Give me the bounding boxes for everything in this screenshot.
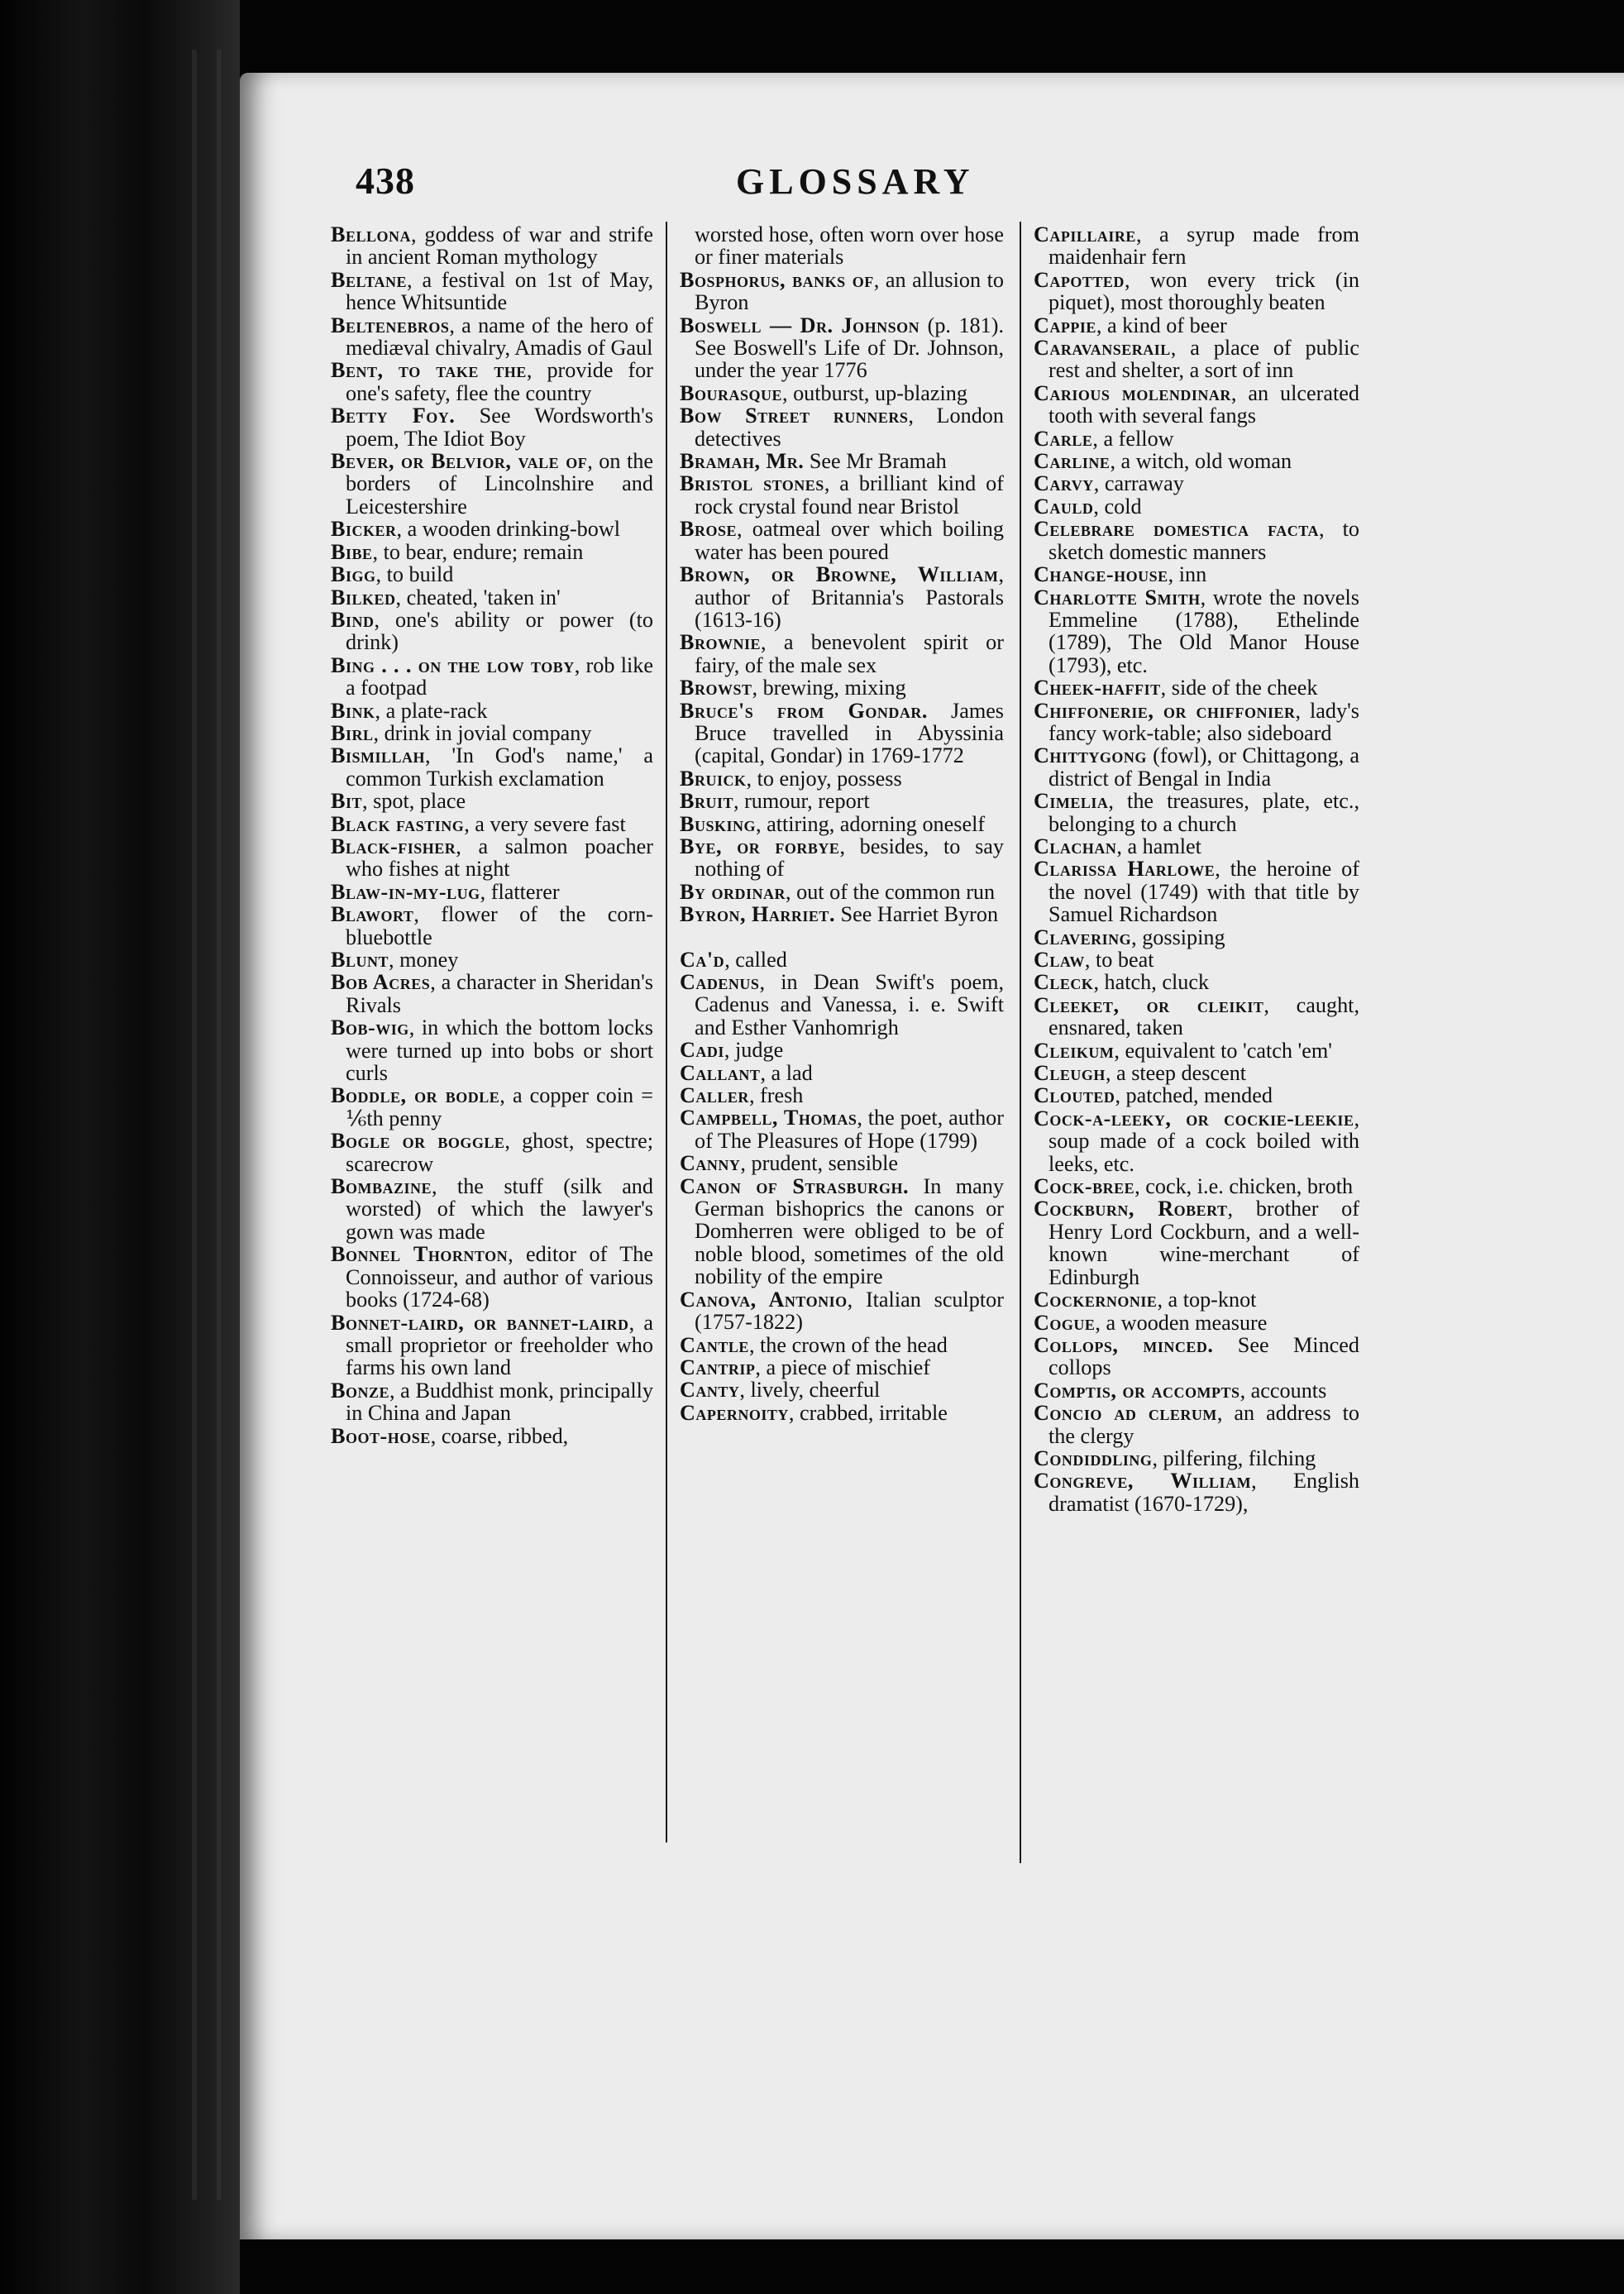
entry-definition: , to enjoy, possess: [746, 766, 902, 791]
entry-headword: Bob-wig: [331, 1016, 409, 1040]
entry-headword: Bye, or forbye: [680, 834, 840, 858]
glossary-entry: [1034, 676, 1359, 699]
glossary-entry: [1034, 994, 1359, 1039]
entry-definition: , attiring, adorning oneself: [755, 811, 986, 836]
entry-headword: Cheek-haffit: [1034, 676, 1161, 700]
entry-definition: , a top-knot: [1157, 1288, 1257, 1312]
entry-definition: , called: [724, 947, 787, 972]
entry-headword: Bellona: [331, 222, 411, 246]
entry-definition: , on the borders of Lincolnshire and Leicestershire: [346, 449, 653, 519]
glossary-entry: [1034, 518, 1359, 563]
entry-headword: Bruce's from Gondar.: [680, 698, 928, 723]
entry-headword: Bismillah: [331, 743, 425, 768]
entry-definition: (p. 181). See Boswell's Life of Dr. Johnson, under the year 1776: [695, 313, 1004, 383]
glossary-entry: [680, 700, 1004, 767]
glossary-entry: [331, 949, 653, 971]
glossary-entry: [1034, 337, 1359, 382]
entry-definition: , an ulcerated tooth with several fangs: [1048, 380, 1360, 428]
glossary-entry: [331, 1016, 653, 1084]
glossary-entry: [1034, 790, 1359, 835]
entry-definition: , to beat: [1084, 948, 1154, 972]
entry-headword: Black fasting: [331, 811, 465, 836]
entry-headword: Clarissa Harlowe: [1034, 857, 1216, 882]
glossary-entry: [331, 586, 653, 609]
entry-headword: Cleugh: [1034, 1061, 1106, 1086]
entry-definition: , prudent, sensible: [740, 1151, 898, 1176]
glossary-entry: [331, 700, 653, 722]
glossary-entry: [680, 518, 1004, 563]
entry-headword: Blaw-in-my-lug: [331, 879, 480, 904]
entry-definition: , a copper coin = ⅙th penny: [346, 1083, 654, 1130]
glossary-entry: [680, 676, 1004, 699]
entry-definition: , lady's fancy work-table; also sideboard: [1048, 698, 1360, 745]
glossary-entry: [1034, 1197, 1359, 1288]
entry-definition: , to bear, endure; remain: [372, 539, 584, 564]
entry-definition: , in which the bottom locks were turned up into bobs or short curls: [346, 1016, 653, 1086]
glossary-entry: [331, 563, 653, 585]
entry-headword: Cantle: [680, 1332, 749, 1357]
entry-headword: Black-fisher: [331, 834, 456, 858]
glossary-entry: [331, 654, 653, 700]
glossary-entry: [1034, 1084, 1359, 1106]
entry-headword: Bit: [331, 789, 362, 814]
entry-definition: See Mr Bramah: [804, 449, 947, 474]
entry-definition: , pilfering, filching: [1152, 1446, 1316, 1470]
glossary-entry: [1034, 1288, 1359, 1311]
entry-headword: Bever, or Belvior, vale of: [331, 449, 588, 474]
glossary-entry: [680, 1288, 1004, 1334]
running-title: GLOSSARY: [736, 161, 975, 202]
entry-headword: Brownie: [680, 630, 761, 655]
entry-headword: Bent, to take the: [331, 358, 527, 383]
entry-headword: Carious molendinar: [1034, 380, 1231, 405]
entry-definition: , won every trick (in piquet), most thoroughly beaten: [1048, 267, 1359, 315]
glossary-entry: [331, 744, 653, 790]
entry-headword: Bow Street runners: [680, 404, 909, 428]
glossary-entry: [1034, 1402, 1359, 1447]
glossary-entry: [680, 949, 1004, 971]
glossary-entry: [1034, 586, 1359, 677]
entry-definition: See Wordsworth's poem, The Idiot Boy: [346, 404, 654, 451]
entry-definition: , a plate-rack: [375, 698, 488, 723]
entry-headword: Bibe: [331, 539, 373, 564]
entry-definition: worsted hose, often worn over hose or finer materials: [695, 222, 1004, 270]
entry-headword: Capillaire: [1034, 222, 1136, 246]
entry-definition: , accounts: [1239, 1378, 1327, 1403]
glossary-entry: [680, 631, 1004, 676]
glossary-entry: [1034, 700, 1359, 745]
entry-headword: Bonze: [331, 1378, 389, 1403]
glossary-entry: [331, 223, 653, 269]
entry-definition: , a piece of mischief: [755, 1355, 931, 1379]
entry-definition: , drink in jovial company: [373, 720, 592, 745]
entry-definition: , wrote the novels Emmeline (1788), Ethelinde (1789), The Old Manor House (1793), etc.: [1048, 585, 1359, 677]
entry-headword: Chiffonerie, or chiffonier: [1034, 698, 1296, 723]
spine-streak: [192, 50, 197, 2200]
entry-headword: Blunt: [331, 948, 389, 972]
entry-headword: Callant: [680, 1060, 761, 1085]
entry-headword: Comptis, or accompts: [1034, 1378, 1240, 1403]
entry-definition: , gossiping: [1131, 925, 1225, 949]
glossary-entry: [1034, 971, 1359, 993]
glossary-entry: [331, 813, 653, 835]
column-rule: [666, 222, 667, 1842]
glossary-entry: [1034, 744, 1359, 790]
entry-headword: Bind: [331, 607, 375, 632]
glossary-entry: [680, 903, 1004, 925]
entry-definition: , inn: [1168, 562, 1207, 587]
glossary-entry: [680, 790, 1004, 812]
glossary-entry: [1034, 223, 1359, 269]
entry-headword: Bonnel Thornton: [331, 1242, 509, 1267]
glossary-entry: [680, 1039, 1004, 1061]
glossary-entry: [1034, 926, 1359, 949]
glossary-entry: [1034, 1379, 1359, 1402]
entry-definition: , a wooden drinking-bowl: [396, 517, 621, 542]
glossary-entry: [680, 1334, 1004, 1356]
entry-definition: , a character in Sheridan's Rivals: [346, 970, 653, 1017]
glossary-column-2: [680, 223, 1004, 1424]
entry-headword: Caravanserail: [1034, 336, 1171, 361]
entry-headword: Bicker: [331, 517, 397, 542]
entry-headword: Campbell, Thomas: [680, 1106, 857, 1130]
entry-headword: Bogle or boggle: [331, 1129, 505, 1154]
glossary-entry: [1034, 472, 1359, 495]
glossary-entry: [331, 609, 653, 654]
entry-headword: Cock-bree: [1034, 1174, 1135, 1199]
entry-headword: Cogue: [1034, 1310, 1096, 1335]
glossary-entry: [1034, 1062, 1359, 1084]
entry-headword: Bramah, Mr.: [680, 449, 805, 474]
glossary-entry: [1034, 1039, 1359, 1062]
glossary-entry: [331, 903, 653, 949]
entry-definition: , outburst, up-blazing: [781, 380, 967, 405]
entry-headword: Clouted: [1034, 1083, 1115, 1108]
entry-headword: Change-house: [1034, 562, 1168, 587]
entry-headword: Cleeket, or cleikit: [1034, 992, 1264, 1017]
glossary-entry: [1034, 495, 1359, 518]
glossary-entry: [331, 881, 653, 903]
entry-headword: Brose: [680, 517, 737, 542]
entry-headword: Cimelia: [1034, 789, 1109, 814]
glossary-entry: [680, 472, 1004, 518]
entry-definition: , a salmon poacher who fishes at night: [346, 834, 653, 882]
entry-headword: Chittygong: [1034, 743, 1147, 768]
glossary-entry: [1034, 382, 1359, 428]
glossary-entry: [1034, 835, 1359, 858]
glossary-column-1: [331, 223, 653, 1447]
entry-definition: , a festival on 1st of May, hence Whitsuntide: [346, 267, 653, 315]
entry-definition: , besides, to say nothing of: [695, 834, 1005, 882]
entry-definition: , a place of public rest and shelter, a sort of inn: [1048, 336, 1359, 383]
entry-headword: Cleikum: [1034, 1038, 1115, 1063]
entry-definition: , a brilliant kind of rock crystal found near Bristol: [695, 471, 1004, 519]
entry-definition: , Italian sculptor (1757-1822): [695, 1287, 1004, 1335]
entry-definition: , a name of the hero of mediæval chivalry, Amadis of Gaul: [346, 313, 653, 361]
entry-definition: , goddess of war and strife in ancient Roman mythology: [346, 222, 653, 270]
glossary-entry: [1034, 1470, 1359, 1515]
entry-headword: Carline: [1034, 449, 1111, 474]
entry-headword: Birl: [331, 720, 374, 745]
book-spine: [0, 0, 240, 2294]
entry-headword: Cappie: [1034, 313, 1096, 337]
entry-definition: , spot, place: [361, 789, 466, 814]
entry-definition: , crabbed, irritable: [788, 1400, 948, 1425]
entry-definition: , English dramatist (1670-1729),: [1048, 1469, 1359, 1516]
glossary-entry: [680, 971, 1004, 1039]
entry-definition: , a fellow: [1092, 426, 1174, 451]
entry-headword: Brown, or Browne, William: [680, 562, 999, 587]
entry-definition: , a small proprietor or freeholder who farms his own land: [346, 1310, 654, 1380]
entry-definition: , out of the common run: [786, 879, 996, 904]
entry-definition: , coarse, ribbed,: [430, 1423, 569, 1448]
glossary-entry: [680, 314, 1004, 382]
entry-headword: Condiddling: [1034, 1446, 1153, 1470]
glossary-entry: [680, 382, 1004, 404]
entry-headword: Bob Acres: [331, 970, 431, 995]
entry-definition: , the poet, author of The Pleasures of Hope (1799): [695, 1106, 1004, 1153]
entry-headword: Concio ad clerum: [1034, 1401, 1217, 1426]
entry-headword: Cauld: [1034, 494, 1094, 519]
entry-headword: Charlotte Smith: [1034, 585, 1201, 609]
glossary-entry: [680, 835, 1004, 881]
entry-definition: , cold: [1093, 494, 1142, 519]
entry-definition: , brother of Henry Lord Cockburn, and a well-known wine-merchant of Edinburgh: [1048, 1197, 1359, 1289]
entry-headword: Collops, minced.: [1034, 1332, 1214, 1357]
glossary-entry: [1034, 1334, 1359, 1379]
glossary-entry: [331, 450, 653, 518]
entry-definition: , patched, mended: [1115, 1083, 1273, 1108]
entry-definition: , caught, ensnared, taken: [1048, 992, 1359, 1040]
glossary-entry: [331, 541, 653, 563]
glossary-entry: [331, 518, 653, 540]
glossary-entry: [331, 359, 653, 404]
entry-headword: Beltane: [331, 267, 408, 292]
entry-headword: Blawort: [331, 902, 414, 927]
glossary-column-3: [1034, 223, 1359, 1515]
entry-headword: Browst: [680, 676, 752, 700]
glossary-entry: [331, 404, 653, 450]
entry-definition: , soup made of a cock boiled with leeks, etc.: [1048, 1106, 1359, 1176]
entry-definition: , 'In God's name,' a common Turkish exclamation: [346, 743, 653, 791]
entry-headword: Beltenebros: [331, 313, 450, 337]
entry-definition: , fresh: [748, 1083, 804, 1108]
page-number: 438: [356, 160, 415, 202]
entry-headword: Bosphorus, banks of: [680, 267, 874, 292]
entry-definition: , a syrup made from maidenhair fern: [1048, 222, 1359, 270]
entry-definition: , judge: [724, 1038, 784, 1063]
entry-headword: Cock-a-leeky, or cockie-leekie: [1034, 1106, 1354, 1130]
entry-headword: Congreve, William: [1034, 1469, 1252, 1493]
entry-headword: Carle: [1034, 426, 1093, 451]
entry-definition: , one's ability or power (to drink): [346, 607, 653, 655]
entry-headword: Bombazine: [331, 1174, 432, 1199]
column-rule: [1020, 222, 1021, 1863]
entry-definition: , the heroine of the novel (1749) with that title by Samuel Richardson: [1048, 857, 1359, 927]
entry-headword: Cleck: [1034, 970, 1094, 995]
glossary-entry: [1034, 428, 1359, 450]
entry-headword: Cockburn, Robert: [1034, 1197, 1228, 1221]
entry-definition: , brewing, mixing: [752, 676, 906, 700]
entry-definition: See Harriet Byron: [835, 902, 999, 927]
page-header: [0, 159, 1624, 217]
entry-definition: , the crown of the head: [748, 1332, 948, 1357]
entry-headword: Canny: [680, 1151, 741, 1176]
entry-definition: , rob like a footpad: [346, 652, 653, 700]
entry-headword: Caller: [680, 1083, 749, 1108]
entry-definition: , a benevolent spirit or fairy, of the male sex: [695, 630, 1004, 677]
glossary-entry: [1034, 1312, 1359, 1334]
entry-definition: , an address to the clergy: [1048, 1401, 1360, 1448]
entry-headword: Bing . . . on the low toby: [331, 652, 575, 677]
glossary-entry: [331, 269, 653, 314]
entry-definition: In many German bishoprics the canons or Domherren were obliged to be of noble blood, sometimes of the old nobility of the empire: [695, 1173, 1004, 1289]
entry-headword: By ordinar: [680, 879, 786, 904]
glossary-entry: [680, 881, 1004, 903]
entry-headword: Ca'd: [680, 947, 725, 972]
entry-headword: Boddle, or bodle: [331, 1083, 500, 1108]
entry-headword: Clachan: [1034, 834, 1117, 858]
entry-headword: Celebrare domestica facta: [1034, 517, 1319, 542]
glossary-entry: [331, 1379, 653, 1425]
entry-headword: Carvy: [1034, 471, 1094, 496]
entry-definition: , an allusion to Byron: [695, 267, 1004, 315]
entry-headword: Claw: [1034, 948, 1085, 972]
glossary-entry: [680, 1062, 1004, 1084]
glossary-entry: [331, 1425, 653, 1447]
entry-headword: Boot-hose: [331, 1423, 431, 1448]
entry-headword: Cadi: [680, 1038, 724, 1063]
entry-definition: , a lad: [760, 1060, 813, 1085]
entry-headword: Bigg: [331, 562, 376, 587]
glossary-entry: [331, 722, 653, 744]
entry-headword: Bink: [331, 698, 375, 723]
entry-definition: , a wooden measure: [1095, 1310, 1268, 1335]
glossary-entry: [331, 1175, 653, 1243]
entry-definition: , to build: [375, 562, 454, 587]
glossary-entry: [680, 450, 1004, 472]
entry-definition: , a very severe fast: [464, 811, 626, 836]
glossary-entry: [331, 1243, 653, 1311]
entry-definition: , carraway: [1093, 471, 1184, 496]
entry-definition: , a hamlet: [1116, 834, 1201, 858]
entry-definition: , provide for one's safety, flee the country: [346, 358, 653, 405]
glossary-entry: [331, 314, 653, 360]
entry-headword: Bristol stones: [680, 471, 824, 496]
entry-definition: , in Dean Swift's poem, Cadenus and Vanessa, i. e. Swift and Esther Vanhomrigh: [695, 970, 1004, 1039]
entry-headword: Boswell — Dr. Johnson: [680, 313, 920, 337]
entry-definition: , flower of the corn-bluebottle: [346, 902, 653, 949]
entry-definition: , hatch, cluck: [1093, 970, 1210, 995]
glossary-entry: [680, 1379, 1004, 1401]
entry-headword: Busking: [680, 811, 756, 836]
entry-headword: Bonnet-laird, or bannet-laird: [331, 1310, 629, 1335]
glossary-entry: [331, 1312, 653, 1379]
entry-headword: Cockernonie: [1034, 1288, 1158, 1312]
glossary-entry: [680, 563, 1004, 631]
entry-headword: Clavering: [1034, 925, 1132, 949]
entry-definition: , to sketch domestic manners: [1048, 517, 1359, 564]
glossary-entry: [680, 1402, 1004, 1424]
entry-definition: , a kind of beer: [1096, 313, 1227, 337]
entry-headword: Bruit: [680, 789, 733, 814]
entry-headword: Betty Foy.: [331, 404, 456, 428]
glossary-entry: [680, 269, 1004, 314]
entry-headword: Cadenus: [680, 970, 760, 994]
entry-definition: James Bruce travelled in Abyssinia (capital, Gondar) in 1769-1772: [695, 698, 1005, 768]
entry-definition: , a Buddhist monk, principally in China and Japan: [346, 1378, 653, 1426]
glossary-entry: [680, 404, 1004, 450]
entry-headword: Capotted: [1034, 267, 1125, 292]
entry-headword: Canty: [680, 1378, 740, 1403]
glossary-entry: [1034, 858, 1359, 925]
entry-definition: , side of the cheek: [1160, 676, 1318, 700]
entry-definition: , flatterer: [480, 879, 560, 904]
glossary-entry: [680, 1356, 1004, 1379]
entry-headword: Cantrip: [680, 1355, 756, 1379]
entry-definition: , oatmeal over which boiling water has been poured: [695, 517, 1004, 564]
entry-headword: Bruick: [680, 766, 747, 791]
entry-definition: , money: [388, 948, 459, 972]
spine-streak: [217, 50, 222, 2200]
glossary-entry: [680, 767, 1004, 790]
entry-definition: , London detectives: [695, 404, 1004, 451]
entry-definition: , editor of The Connoisseur, and author of various books (1724-68): [346, 1242, 654, 1312]
glossary-entry: [1034, 1175, 1359, 1197]
entry-definition: , cheated, 'taken in': [395, 585, 561, 609]
entry-definition: , the stuff (silk and worsted) of which the lawyer's gown was made: [346, 1174, 653, 1244]
entry-headword: Canon of Strasburgh.: [680, 1173, 910, 1198]
glossary-entry: [680, 1084, 1004, 1106]
entry-definition: (fowl), or Chittagong, a district of Bengal in India: [1048, 743, 1359, 791]
glossary-entry: [1034, 450, 1359, 472]
glossary-entry: [331, 1084, 653, 1130]
glossary-entry: [1034, 1447, 1359, 1470]
entry-headword: Canova, Antonio: [680, 1287, 848, 1312]
glossary-entry: [331, 835, 653, 881]
glossary-entry: [680, 1175, 1004, 1288]
entry-definition: , lively, cheerful: [739, 1378, 881, 1403]
entry-definition: , author of Britannia's Pastorals (1613-16): [695, 562, 1004, 632]
glossary-entry: [1034, 269, 1359, 314]
glossary-entry: [1034, 314, 1359, 337]
entry-headword: Capernoity: [680, 1400, 789, 1425]
glossary-entry: [331, 790, 653, 812]
entry-definition: , the treasures, plate, etc., belonging to a church: [1048, 789, 1359, 836]
entry-definition: , ghost, spectre; scarecrow: [346, 1129, 653, 1176]
entry-definition: , rumour, report: [733, 789, 870, 814]
glossary-entry: [680, 1106, 1004, 1152]
entry-headword: Byron, Harriet.: [680, 902, 835, 927]
glossary-entry: [1034, 949, 1359, 971]
entry-headword: Bilked: [331, 585, 396, 609]
glossary-entry: [680, 1152, 1004, 1174]
entry-definition: , cock, i.e. chicken, broth: [1134, 1174, 1354, 1199]
entry-headword: Bourasque: [680, 380, 782, 405]
entry-definition: See Minced collops: [1048, 1332, 1359, 1380]
glossary-entry: [1034, 1107, 1359, 1175]
entry-definition: , a steep descent: [1105, 1061, 1247, 1086]
glossary-entry: [331, 971, 653, 1016]
glossary-entry: [331, 1130, 653, 1175]
entry-definition: , a witch, old woman: [1110, 449, 1292, 474]
glossary-entry: [680, 813, 1004, 835]
glossary-entry: [680, 223, 1004, 269]
glossary-entry: [1034, 563, 1359, 585]
entry-definition: , equivalent to 'catch 'em': [1114, 1038, 1332, 1063]
